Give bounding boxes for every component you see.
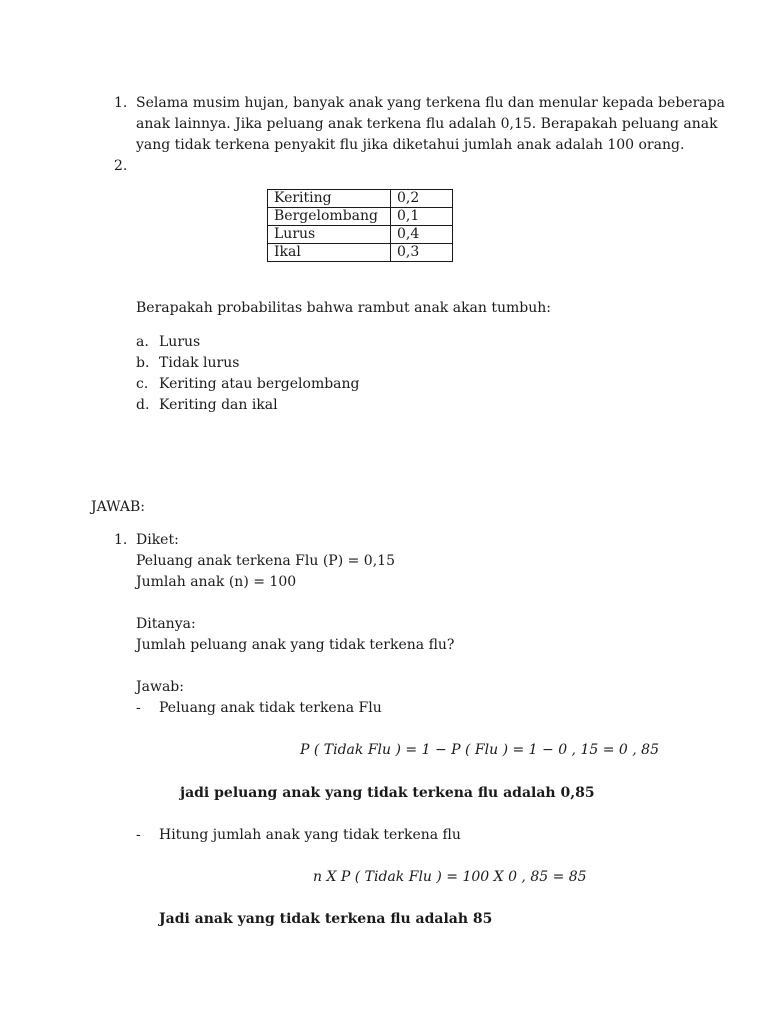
diket-line: Jumlah anak (n) = 100 xyxy=(136,574,297,590)
option-text: Keriting dan ikal xyxy=(159,397,278,413)
option-letter: d. xyxy=(136,397,150,413)
table-cell-label: Bergelombang xyxy=(268,208,391,226)
table-cell-value: 0,1 xyxy=(391,208,453,226)
conclusion-2: Jadi anak yang tidak terkena flu adalah 85 xyxy=(159,911,493,927)
option-text: Lurus xyxy=(159,334,201,350)
table-row xyxy=(268,244,453,262)
table-cell-label: Ikal xyxy=(268,244,391,262)
bullet-dash: - xyxy=(136,827,141,843)
answer-1-number: 1. xyxy=(114,532,128,548)
formula-2: n X P ( Tidak Flu ) = 100 X 0 , 85 = 85 xyxy=(313,869,587,885)
question-2-prompt: Berapakah probabilitas bahwa rambut anak akan tumbuh: xyxy=(136,300,552,316)
question-1-line-3: yang tidak terkena penyakit flu jika diketahui jumlah anak adalah 100 orang. xyxy=(136,137,685,153)
ditanya-label: Ditanya: xyxy=(136,616,196,632)
question-1-line-1: Selama musim hujan, banyak anak yang terkena flu dan menular kepada beberapa xyxy=(136,95,725,111)
step-1-text: Peluang anak tidak terkena Flu xyxy=(159,700,382,716)
table-cell-label: Lurus xyxy=(268,226,391,244)
ditanya-text: Jumlah peluang anak yang tidak terkena flu? xyxy=(136,637,455,653)
table-row xyxy=(268,208,453,226)
diket-line: Peluang anak terkena Flu (P) = 0,15 xyxy=(136,553,395,569)
option-letter: b. xyxy=(136,355,150,371)
hair-type-table xyxy=(267,189,453,262)
option-letter: a. xyxy=(136,334,149,350)
question-2-number: 2. xyxy=(114,158,128,174)
table-cell-value: 0,3 xyxy=(391,244,453,262)
diket-label: Diket: xyxy=(136,532,179,548)
formula-1: P ( Tidak Flu ) = 1 − P ( Flu ) = 1 − 0 , 15 = 0 , 85 xyxy=(300,742,659,758)
option-text: Tidak lurus xyxy=(159,355,240,371)
table-cell-label: Keriting xyxy=(268,190,391,208)
table-cell-value: 0,4 xyxy=(391,226,453,244)
jawab-label: Jawab: xyxy=(136,679,184,695)
option-letter: c. xyxy=(136,376,149,392)
table-cell-value: 0,2 xyxy=(391,190,453,208)
conclusion-1: jadi peluang anak yang tidak terkena flu adalah 0,85 xyxy=(180,785,595,801)
question-1-line-2: anak lainnya. Jika peluang anak terkena flu adalah 0,15. Berapakah peluang anak xyxy=(136,116,718,132)
answer-heading: JAWAB: xyxy=(91,499,145,515)
bullet-dash: - xyxy=(136,700,141,716)
question-1-number: 1. xyxy=(114,95,128,111)
table-row xyxy=(268,190,453,208)
table-row xyxy=(268,226,453,244)
step-2-text: Hitung jumlah anak yang tidak terkena flu xyxy=(159,827,461,843)
option-text: Keriting atau bergelombang xyxy=(159,376,360,392)
